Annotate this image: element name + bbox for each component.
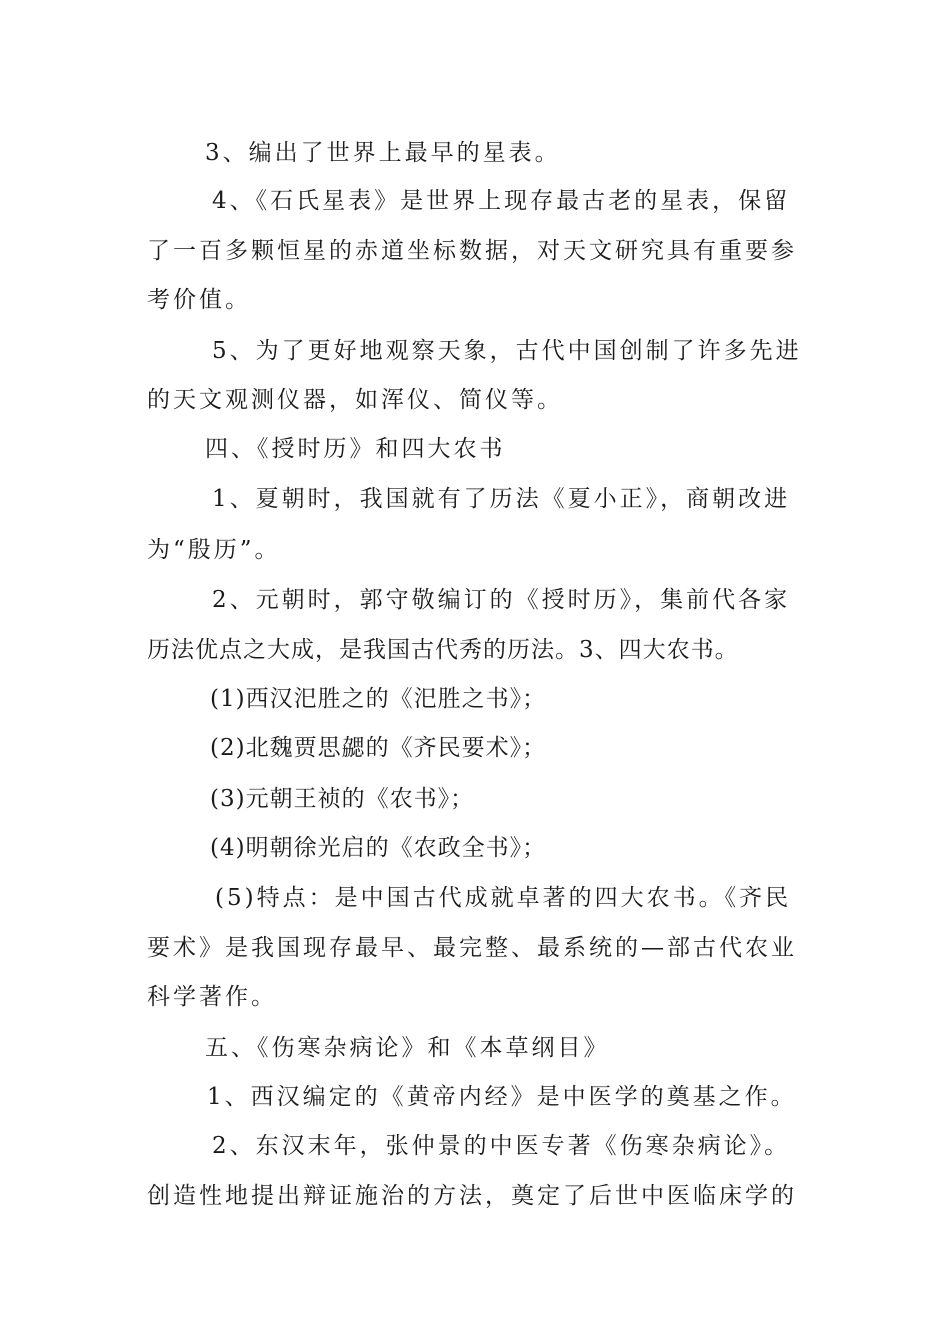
text-line: 的天文观测仪器，如浑仪、简仪等。 xyxy=(147,387,563,413)
text-line: 5、为了更好地观察天象，古代中国创制了许多先进 xyxy=(212,338,802,364)
section-heading: 四、《授时历》和四大农书 xyxy=(205,436,506,462)
text-line: 2、东汉末年，张仲景的中医专著《伤寒杂病论》。 xyxy=(212,1133,791,1159)
text-line: 3、编出了世界上最早的星表。 xyxy=(205,140,561,166)
text-line: 要术》是我国现存最早、最完整、最系统的—部古代农业 xyxy=(147,935,797,961)
text-line: 科学著作。 xyxy=(147,984,277,1010)
list-item: (4)明朝徐光启的《农政全书》； xyxy=(210,835,547,861)
list-item: (1)西汉汜胜之的《汜胜之书》； xyxy=(210,686,547,712)
text-line: 1、夏朝时，我国就有了历法《夏小正》，商朝改进 xyxy=(212,486,791,512)
list-item: (5)特点：是中国古代成就卓著的四大农书。《齐民 xyxy=(215,885,792,911)
list-item: (2)北魏贾思勰的《齐民要术》； xyxy=(210,735,547,761)
text-line: 历法优点之大成，是我国古代秀的历法。3、四大农书。 xyxy=(147,637,739,663)
list-item: (3)元朝王祯的《农书》； xyxy=(210,786,475,812)
text-line: 了一百多颗恒星的赤道坐标数据，对天文研究具有重要参 xyxy=(147,238,797,264)
text-line: 创造性地提出辩证施治的方法，奠定了后世中医临床学的 xyxy=(147,1183,797,1209)
text-line: 2、元朝时，郭守敬编订的《授时历》，集前代各家 xyxy=(212,587,791,613)
text-line: 为“殷历”。 xyxy=(147,537,281,563)
text-line: 1、西汉编定的《黄帝内经》是中医学的奠基之作。 xyxy=(207,1084,797,1110)
section-heading: 五、《伤寒杂病论》和《本草纲目》 xyxy=(205,1035,610,1061)
text-line: 4、《石氏星表》是世界上现存最古老的星表，保留 xyxy=(212,188,791,214)
text-line: 考价值。 xyxy=(147,287,251,313)
